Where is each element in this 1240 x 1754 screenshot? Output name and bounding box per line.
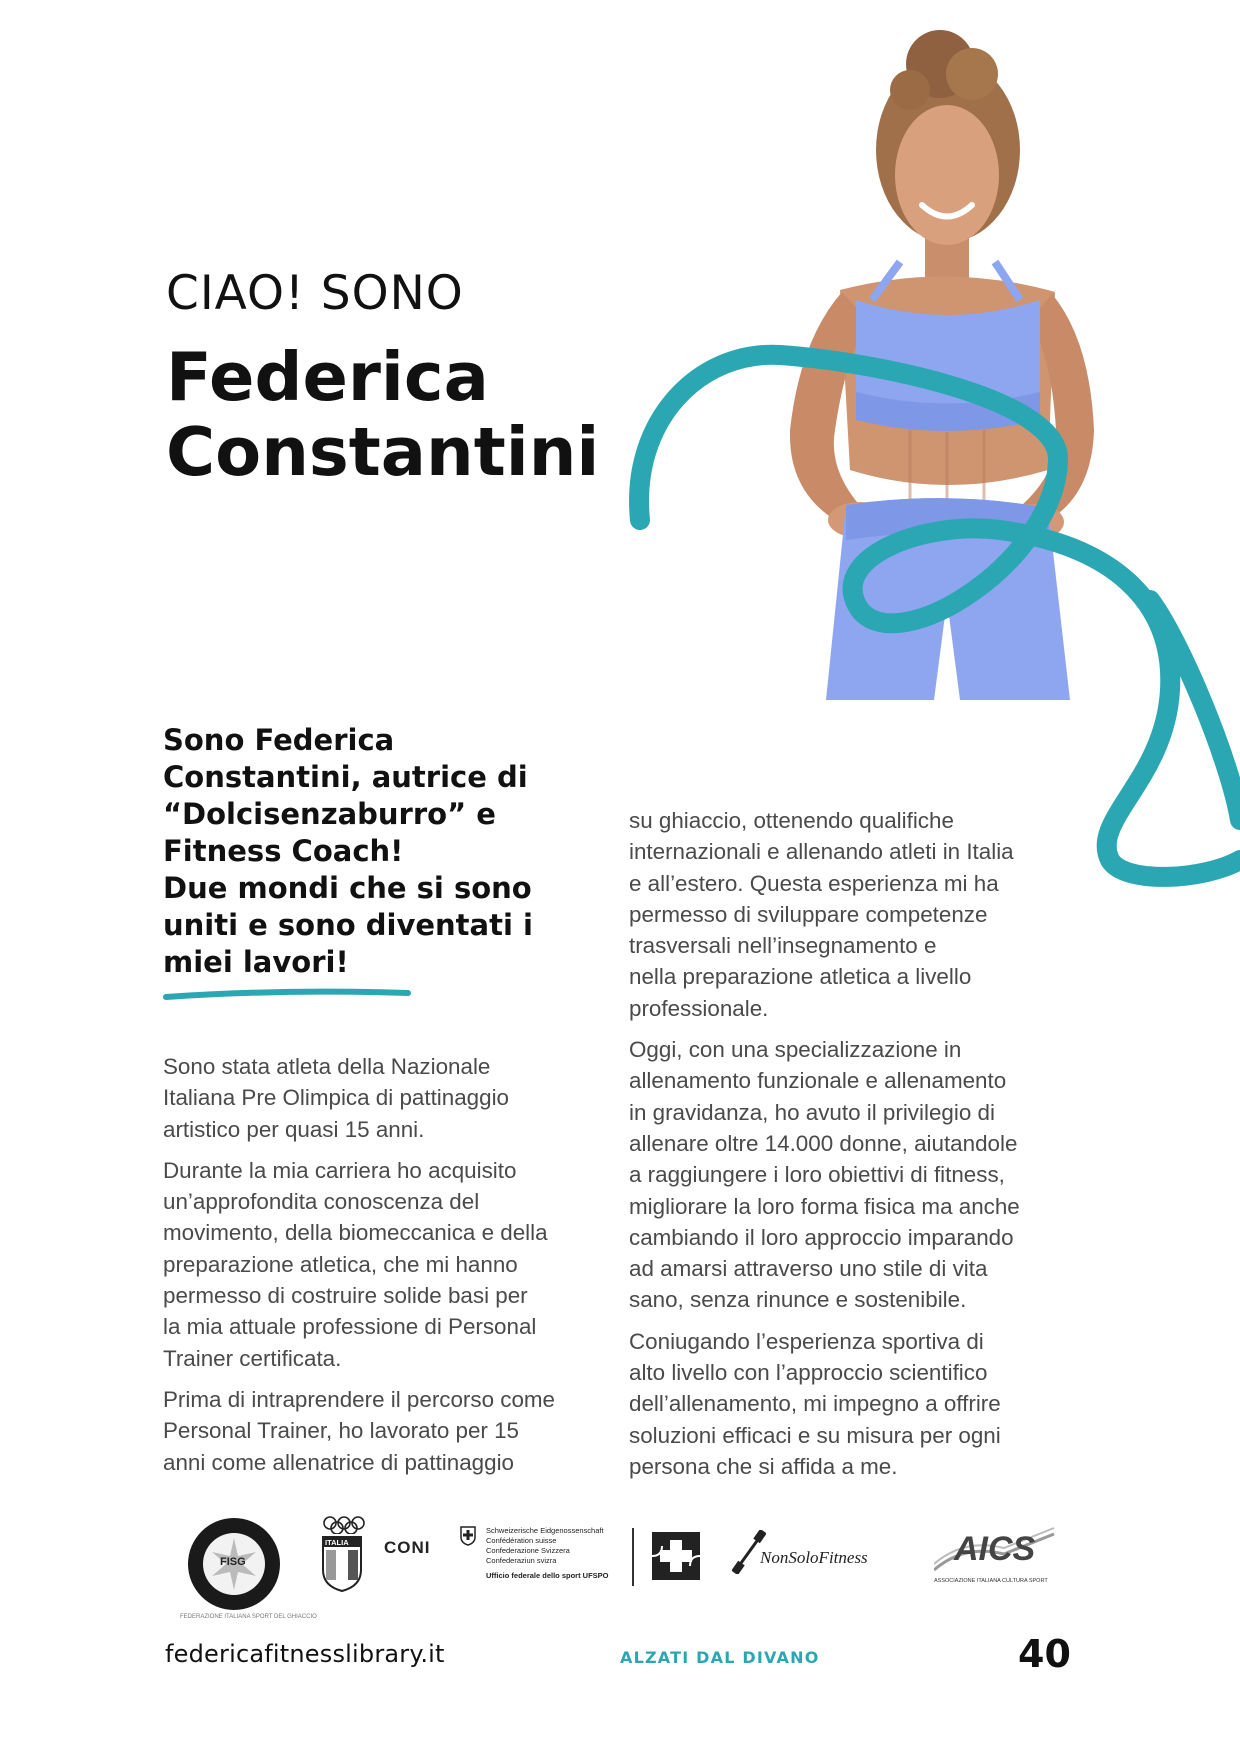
- swiss-line: Confédération suisse: [486, 1536, 557, 1545]
- text-line: allenare oltre 14.000 donne, aiutandole: [629, 1130, 1018, 1156]
- text-line: Oggi, con una specializzazione in: [629, 1037, 962, 1063]
- coni-text: CONI: [384, 1538, 431, 1557]
- text-line: Sono stata atleta della Nazionale: [163, 1054, 491, 1079]
- logo-divider: [632, 1528, 634, 1586]
- text-line: migliorare la loro forma fisica ma anche: [629, 1193, 1020, 1219]
- text-line: sano, senza rinunce e sostenibile.: [629, 1287, 967, 1313]
- paragraph: [163, 1384, 603, 1478]
- section-title: ALZATI DAL DIVANO: [620, 1648, 820, 1667]
- text-line: soluzioni efficaci e su misura per ogni: [629, 1422, 1001, 1448]
- aics-logo: [934, 1524, 1056, 1588]
- paragraph: [163, 1155, 603, 1374]
- name-line-1: Federica: [166, 338, 489, 416]
- swiss-shield-icon: [460, 1526, 476, 1546]
- intro-underline: [162, 985, 412, 1005]
- intro-heading: [163, 722, 583, 981]
- text-line: artistico per quasi 15 anni.: [163, 1116, 425, 1142]
- page-number: 40: [1018, 1632, 1071, 1676]
- fisg-logo: [180, 1516, 317, 1620]
- aics-subtext: ASSOCIAZIONE ITALIANA CULTURA SPORT: [934, 1578, 1048, 1584]
- paragraph: [629, 1034, 1069, 1316]
- swiss-federal-logo: [460, 1526, 635, 1586]
- coni-italia-text: ITALIA: [325, 1538, 349, 1547]
- text-line: anni come allenatrice di pattinaggio: [163, 1449, 515, 1475]
- paragraph: [629, 805, 1069, 1024]
- text-line: cambiando il loro approccio imparando: [629, 1224, 1014, 1250]
- intro-line: Constantini, autrice di: [163, 760, 528, 794]
- text-line: movimento, della biomeccanica e della: [163, 1220, 548, 1246]
- text-line: alto livello con l’approccio scientifico: [629, 1360, 988, 1386]
- text-line: Trainer certificata.: [163, 1345, 342, 1371]
- greeting: CIAO! SONO: [166, 266, 464, 321]
- text-line: ad amarsi attraverso uno stile di vita: [629, 1256, 988, 1282]
- intro-line: Due mondi che si sono: [163, 871, 532, 905]
- nonsolofitness-logo: [732, 1530, 912, 1580]
- intro-line: “Dolcisenzaburro” e: [163, 797, 496, 831]
- text-line: trasversali nell’insegnamento e: [629, 933, 937, 959]
- text-line: su ghiaccio, ottenendo qualifiche: [629, 808, 954, 833]
- text-line: in gravidanza, ho avuto il privilegio di: [629, 1099, 995, 1125]
- text-line: e all’estero. Questa esperienza mi ha: [629, 870, 999, 896]
- swiss-line: Schweizerische Eidgenossenschaft: [486, 1526, 604, 1535]
- paragraph: [163, 1051, 603, 1145]
- body-column-left: [163, 1051, 603, 1488]
- text-line: allenamento funzionale e allenamento: [629, 1068, 1007, 1094]
- text-line: un’approfondita conoscenza del: [163, 1189, 480, 1215]
- text-line: nella preparazione atletica a livello: [629, 964, 972, 990]
- body-column-right: [629, 805, 1069, 1492]
- text-line: professionale.: [629, 995, 769, 1021]
- website-link[interactable]: federicafitnesslibrary.it: [165, 1640, 445, 1668]
- text-line: permesso di costruire solide basi per: [163, 1283, 528, 1309]
- swiss-line: Confederaziun svizra: [486, 1556, 557, 1565]
- text-line: preparazione atletica, che mi hanno: [163, 1251, 518, 1277]
- page-title: [166, 340, 599, 490]
- text-line: Personal Trainer, ho lavorato per 15: [163, 1418, 519, 1444]
- paragraph: [629, 1326, 1069, 1482]
- text-line: Italiana Pre Olimpica di pattinaggio: [163, 1085, 510, 1111]
- intro-line: uniti e sono diventati i: [163, 908, 533, 942]
- text-line: Prima di intraprendere il percorso come: [163, 1386, 556, 1412]
- text-line: permesso di sviluppare competenze: [629, 901, 988, 927]
- swiss-sport-cross-icon: [648, 1528, 704, 1584]
- fisg-center-text: FISG: [220, 1556, 246, 1568]
- text-line: internazionali e allenando atleti in Italia: [629, 839, 1014, 865]
- nonsolofitness-text: NonSoloFitness: [760, 1548, 868, 1567]
- text-line: Durante la mia carriera ho acquisito: [163, 1157, 517, 1183]
- text-line: a raggiungere i loro obiettivi di fitness,: [629, 1162, 1005, 1188]
- intro-line: miei lavori!: [163, 945, 349, 979]
- text-line: la mia attuale professione di Personal: [163, 1314, 537, 1340]
- swiss-line: Confederazione Svizzera: [486, 1546, 570, 1555]
- swiss-office: Ufficio federale dello sport UFSPO: [486, 1571, 609, 1580]
- text-line: dell’allenamento, mi impegno a offrire: [629, 1391, 1001, 1417]
- aics-text: AICS: [954, 1530, 1036, 1568]
- text-line: Coniugando l’esperienza sportiva di: [629, 1328, 984, 1354]
- name-line-2: Constantini: [166, 413, 600, 492]
- intro-line: Fitness Coach!: [163, 834, 404, 868]
- intro-line: Sono Federica: [163, 723, 395, 757]
- coni-logo: [322, 1516, 432, 1596]
- text-line: persona che si affida a me.: [629, 1453, 898, 1479]
- fisg-ring-text: FEDERAZIONE ITALIANA SPORT DEL GHIACCIO: [180, 1614, 317, 1620]
